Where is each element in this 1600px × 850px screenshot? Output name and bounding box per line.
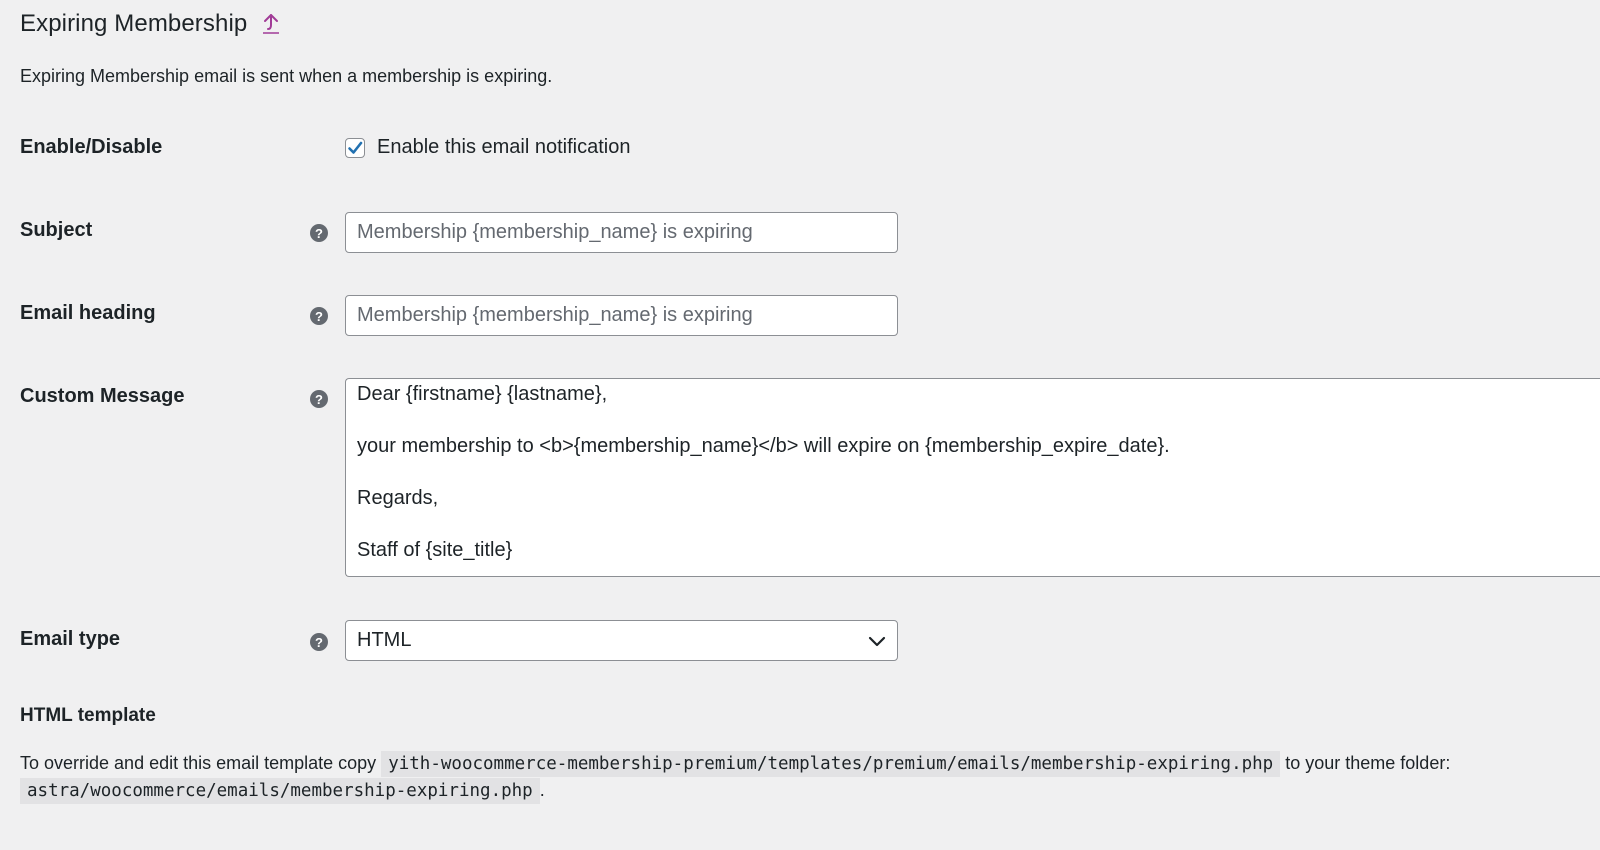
subject-label: Subject [20, 219, 93, 241]
page-title: Expiring Membership [20, 10, 248, 37]
template-destination-path: astra/woocommerce/emails/membership-expiring.php [20, 778, 540, 804]
email-type-label: Email type [20, 628, 121, 650]
custom-message-textarea[interactable] [345, 378, 1600, 577]
page-description: Expiring Membership email is sent when a membership is expiring. [20, 66, 553, 86]
custom-message-help-icon[interactable]: ? [310, 390, 328, 408]
email-heading-label: Email heading [20, 302, 156, 324]
email-heading-help-icon[interactable]: ? [310, 307, 328, 325]
message-line: Staff of {site_title} [357, 539, 513, 561]
template-source-path: yith-woocommerce-membership-premium/templates/premium/emails/membership-expiring.php [381, 751, 1280, 777]
email-heading-input[interactable]: Membership {membership_name} is expiring [345, 295, 898, 336]
subject-input[interactable]: Membership {membership_name} is expiring [345, 212, 898, 253]
template-override-text [20, 750, 1580, 804]
custom-message-label: Custom Message [20, 385, 185, 407]
message-line: your membership to <b>{membership_name}</b> will expire on {membership_expire_date}. [357, 435, 1170, 457]
subject-help-icon[interactable]: ? [310, 224, 328, 242]
html-template-heading: HTML template [20, 705, 156, 726]
enable-notification-toggle[interactable] [345, 136, 630, 159]
up-arrow-icon[interactable] [261, 13, 281, 35]
checkmark-icon [346, 139, 364, 157]
message-line: Dear {firstname} {lastname}, [357, 383, 608, 405]
override-text-middle: to your theme folder: [1285, 753, 1451, 773]
enable-checkbox-label: Enable this email notification [377, 136, 631, 158]
message-line: Regards, [357, 487, 439, 509]
enable-checkbox[interactable] [345, 138, 365, 158]
chevron-down-icon [868, 635, 886, 647]
email-type-select[interactable] [345, 620, 898, 661]
page-title-row [20, 10, 281, 38]
enable-label: Enable/Disable [20, 136, 163, 158]
override-text-after: . [539, 780, 545, 800]
email-type-value: HTML [357, 629, 412, 651]
email-type-help-icon[interactable]: ? [310, 633, 328, 651]
override-text-before: To override and edit this email template copy [20, 753, 377, 773]
